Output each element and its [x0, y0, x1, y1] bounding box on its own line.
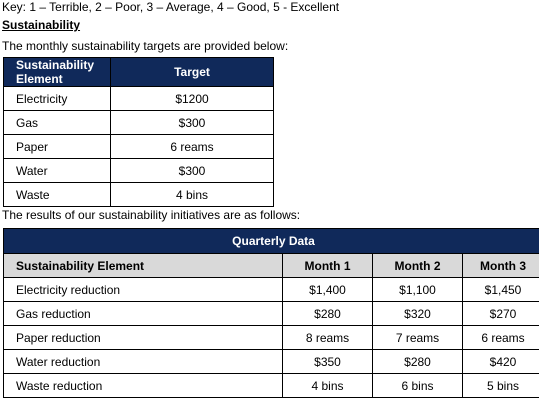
targets-value-cell: 4 bins — [111, 183, 274, 207]
results-month-3-cell: 6 reams — [463, 326, 539, 350]
table-row — [4, 87, 274, 111]
targets-element-cell: Electricity — [4, 87, 111, 111]
results-month-1-cell: $1,400 — [283, 278, 373, 302]
table-row — [4, 350, 539, 374]
targets-header-target: Target — [111, 58, 274, 87]
results-intro-text: The results of our sustainability initiatives are as follows: — [2, 208, 301, 222]
targets-value-cell: $1200 — [111, 87, 274, 111]
rating-key: Key: 1 – Terrible, 2 – Poor, 3 – Average, 4 – Good, 5 - Excellent — [2, 0, 340, 14]
targets-element-cell: Water — [4, 159, 111, 183]
table-row — [4, 111, 274, 135]
results-month-3-cell: $1,450 — [463, 278, 539, 302]
quarterly-data-title: Quarterly Data — [4, 229, 539, 254]
targets-element-cell: Gas — [4, 111, 111, 135]
targets-header-element: Sustainability Element — [4, 58, 111, 87]
results-month-2-cell: $1,100 — [373, 278, 463, 302]
table-row — [4, 183, 274, 207]
results-header-row — [4, 254, 539, 278]
results-month-2-cell: 6 bins — [373, 374, 463, 398]
table-row — [4, 159, 274, 183]
results-month-2-cell: $280 — [373, 350, 463, 374]
targets-table — [3, 57, 274, 207]
table-row — [4, 135, 274, 159]
targets-value-cell: $300 — [111, 111, 274, 135]
results-month-2-cell: 7 reams — [373, 326, 463, 350]
results-element-cell: Gas reduction — [4, 302, 283, 326]
results-month-3-cell: $270 — [463, 302, 539, 326]
results-header-month-2: Month 2 — [373, 254, 463, 278]
targets-element-cell: Paper — [4, 135, 111, 159]
table-row — [4, 302, 539, 326]
results-month-1-cell: 4 bins — [283, 374, 373, 398]
results-element-cell: Paper reduction — [4, 326, 283, 350]
results-table — [3, 228, 539, 398]
results-band-row — [4, 229, 539, 254]
results-month-3-cell: $420 — [463, 350, 539, 374]
results-header-element: Sustainability Element — [4, 254, 283, 278]
table-row — [4, 278, 539, 302]
results-month-1-cell: $280 — [283, 302, 373, 326]
results-month-1-cell: $350 — [283, 350, 373, 374]
results-header-month-3: Month 3 — [463, 254, 539, 278]
table-row — [4, 326, 539, 350]
targets-header-row — [4, 58, 274, 87]
results-element-cell: Water reduction — [4, 350, 283, 374]
targets-value-cell: $300 — [111, 159, 274, 183]
results-month-3-cell: 5 bins — [463, 374, 539, 398]
section-heading: Sustainability — [2, 18, 81, 32]
results-element-cell: Waste reduction — [4, 374, 283, 398]
targets-value-cell: 6 reams — [111, 135, 274, 159]
targets-element-cell: Waste — [4, 183, 111, 207]
targets-intro-text: The monthly sustainability targets are provided below: — [2, 39, 289, 53]
results-month-2-cell: $320 — [373, 302, 463, 326]
results-header-month-1: Month 1 — [283, 254, 373, 278]
results-element-cell: Electricity reduction — [4, 278, 283, 302]
results-month-1-cell: 8 reams — [283, 326, 373, 350]
table-row — [4, 374, 539, 398]
